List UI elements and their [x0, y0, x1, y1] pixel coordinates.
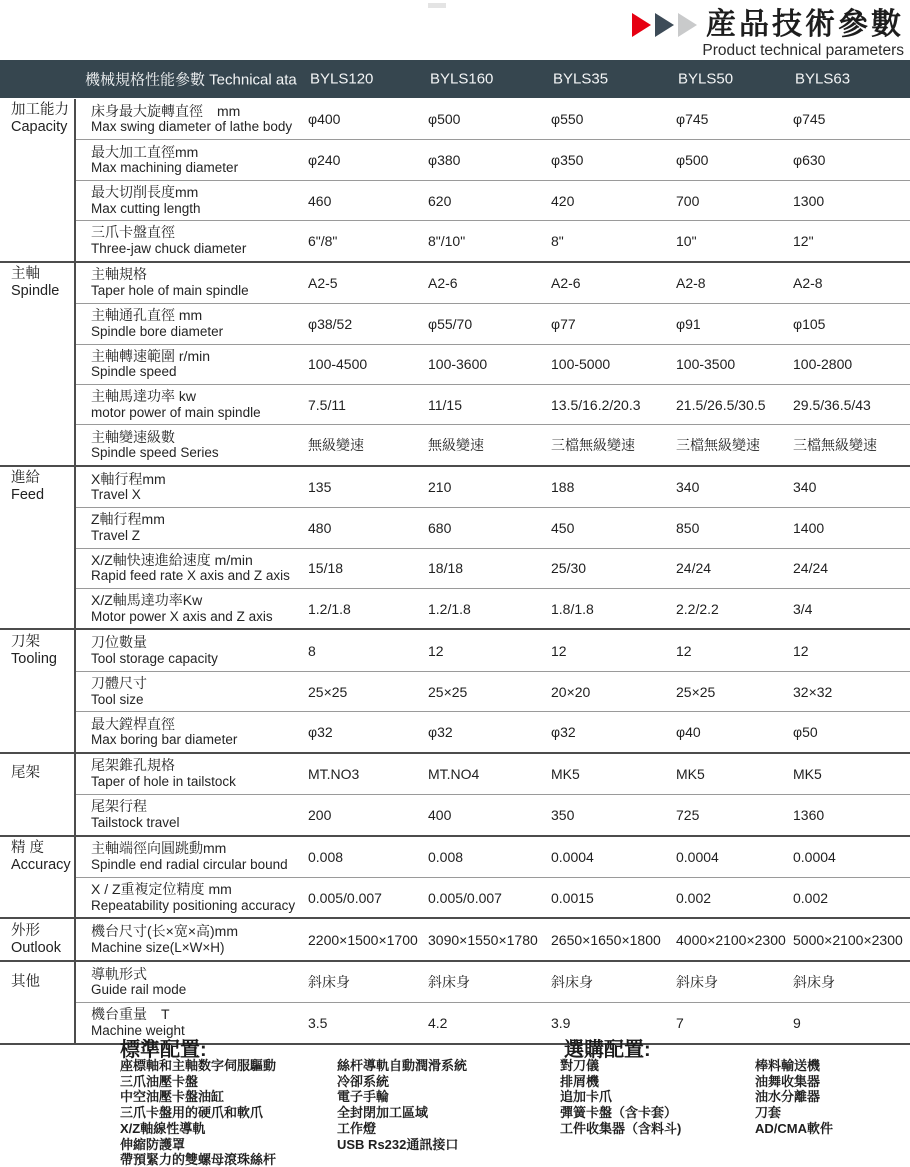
optional-config-title: 選購配置:	[564, 1039, 651, 1061]
value-cell: 7.5/11	[308, 396, 346, 413]
config-item: 排屑機	[560, 1073, 600, 1089]
value-cell: 1400	[793, 519, 825, 536]
value-cell: 725	[676, 806, 700, 823]
table-header-model-byls50: BYLS50	[678, 70, 734, 88]
value-cell: 3.5	[308, 1014, 328, 1031]
table-group	[0, 917, 910, 959]
value-cell: 18/18	[428, 560, 464, 577]
value-cell: 100-5000	[551, 356, 611, 373]
value-cell: φ91	[676, 315, 701, 332]
value-cell: φ32	[428, 724, 453, 741]
value-cell: A2-6	[551, 274, 581, 291]
value-cell: φ400	[308, 111, 341, 128]
value-cell: φ240	[308, 152, 341, 169]
value-cell: 100-2800	[793, 356, 853, 373]
param-cell: 主軸通孔直徑 mm Spindle bore diameter	[91, 307, 224, 339]
value-cell: 0.008	[428, 848, 464, 865]
value-cell: φ500	[428, 111, 461, 128]
config-item: 三爪卡盤用的硬爪和軟爪	[120, 1105, 264, 1121]
config-item: 棒料輸送機	[755, 1058, 821, 1073]
config-item: 冷卻系統	[337, 1073, 390, 1089]
param-cell: 主軸轉速範圍 r/min Spindle speed	[91, 347, 210, 380]
value-cell: φ32	[551, 724, 576, 741]
param-cell: 最大切削長度mm Max cutting length	[91, 184, 201, 216]
value-cell: 1.2/1.8	[428, 600, 471, 617]
param-cell: 最大鏜桿直徑 Max boring bar diameter	[91, 715, 238, 748]
table-group	[0, 960, 910, 1043]
config-item: 全封閉加工區域	[337, 1105, 429, 1121]
standard-config-title: 標準配置:	[120, 1039, 207, 1061]
value-cell: 12	[428, 642, 444, 659]
value-cell: φ32	[308, 724, 333, 741]
table-group	[0, 465, 910, 629]
value-cell: 25×25	[428, 683, 468, 700]
config-item: 中空油壓卡盤油缸	[120, 1089, 225, 1105]
value-cell: 11/15	[428, 396, 462, 413]
table-row	[76, 877, 910, 917]
standard-config-list-2	[337, 1058, 467, 1152]
standard-config-list-1	[120, 1058, 276, 1167]
param-cell: 主軸變速級數 Spindle speed Series	[91, 428, 219, 461]
value-cell: 0.005/0.007	[308, 889, 382, 906]
value-cell: 3090×1550×1780	[428, 931, 538, 948]
param-cell: 機台尺寸(长×宽×高)mm Machine size(L×W×H)	[91, 923, 238, 955]
value-cell: φ380	[428, 152, 461, 169]
table-group-label: 外形 Outlook	[0, 919, 76, 959]
value-cell: 100-3500	[676, 356, 736, 373]
value-cell: φ38/52	[308, 315, 353, 332]
value-cell: 21.5/26.5/30.5	[676, 396, 766, 413]
optional-config-list-1	[560, 1058, 681, 1137]
table-row	[76, 507, 910, 547]
value-cell: 620	[428, 192, 452, 209]
table-row	[76, 671, 910, 711]
table-header-model-byls160: BYLS160	[430, 70, 494, 88]
table-row	[76, 919, 910, 959]
param-cell: X/Z軸快速進給速度 m/min Rapid feed rate X axis and Z axis	[91, 551, 290, 584]
param-cell: 刀位數量 Tool storage capacity	[91, 634, 218, 666]
value-cell: 480	[308, 519, 332, 536]
table-row	[76, 220, 910, 260]
value-cell: MK5	[793, 765, 822, 782]
config-item: 油水分離器	[755, 1089, 821, 1105]
table-row	[76, 467, 910, 507]
value-cell: 450	[551, 519, 575, 536]
value-cell: 460	[308, 192, 332, 209]
value-cell: 400	[428, 806, 452, 823]
config-item: 追加卡爪	[560, 1089, 613, 1105]
value-cell: 2200×1500×1700	[308, 931, 418, 948]
param-cell: 主軸規格 Taper hole of main spindle	[91, 266, 249, 298]
table-group	[0, 835, 910, 918]
table-row	[76, 754, 910, 794]
value-cell: 29.5/36.5/43	[793, 396, 871, 413]
value-cell: φ40	[676, 724, 701, 741]
value-cell: 210	[428, 479, 452, 495]
value-cell: 斜床身	[308, 974, 350, 991]
value-cell: A2-8	[676, 274, 706, 291]
value-cell: 0.0004	[793, 848, 836, 865]
table-row	[76, 794, 910, 834]
arrow-right-dark-icon	[655, 13, 674, 37]
value-cell: 25/30	[551, 560, 587, 577]
param-cell: 主軸馬達功率 kw motor power of main spindle	[91, 388, 261, 420]
param-cell: Z軸行程mm Travel Z	[91, 511, 165, 543]
value-cell: 7	[676, 1014, 684, 1031]
value-cell: 1.8/1.8	[551, 600, 594, 617]
value-cell: 24/24	[793, 560, 829, 577]
table-group-label: 尾架	[0, 754, 76, 835]
value-cell: 3/4	[793, 600, 813, 617]
value-cell: 850	[676, 519, 700, 536]
table-group	[0, 99, 910, 261]
table-header-model-byls120: BYLS120	[310, 70, 374, 88]
title-arrows	[632, 13, 697, 37]
value-cell: 9	[793, 1014, 801, 1031]
param-cell: 導軌形式 Guide rail mode	[91, 965, 187, 998]
value-cell: 0.008	[308, 848, 344, 865]
page-title-block	[632, 9, 904, 59]
value-cell: φ77	[551, 315, 576, 332]
table-group	[0, 261, 910, 465]
config-item: 三爪油壓卡盤	[120, 1073, 199, 1089]
config-item: 油舞收集器	[755, 1073, 821, 1089]
config-item: USB Rs232通訊接口	[337, 1136, 459, 1152]
value-cell: 0.005/0.007	[428, 889, 502, 906]
value-cell: A2-5	[308, 274, 338, 291]
value-cell: 13.5/16.2/20.3	[551, 396, 641, 413]
value-cell: 200	[308, 806, 332, 823]
value-cell: 0.0004	[676, 848, 719, 865]
table-row	[76, 303, 910, 343]
param-cell: X軸行程mm Travel X	[91, 470, 166, 502]
decor-dash	[428, 3, 446, 8]
config-item: 工件收集器（含料斗)	[560, 1120, 682, 1136]
value-cell: 三檔無級變速	[551, 437, 635, 454]
param-cell: 最大加工直徑mm Max machining diameter	[91, 143, 239, 176]
value-cell: 0.002	[793, 889, 829, 906]
value-cell: 25×25	[308, 683, 348, 700]
value-cell: 340	[793, 479, 817, 495]
arrow-right-gray-icon	[678, 13, 697, 37]
value-cell: 15/18	[308, 560, 344, 577]
value-cell: 2.2/2.2	[676, 600, 719, 617]
table-group	[0, 628, 910, 751]
config-item: AD/CMA軟件	[755, 1120, 833, 1136]
table-group-label: 主軸 Spindle	[0, 263, 76, 465]
value-cell: 8"	[551, 232, 564, 249]
value-cell: 25×25	[676, 683, 716, 700]
value-cell: 1.2/1.8	[308, 600, 351, 617]
value-cell: φ55/70	[428, 315, 473, 332]
value-cell: φ550	[551, 111, 584, 128]
spec-table	[0, 99, 910, 1045]
value-cell: 10"	[676, 232, 697, 249]
config-item: 刀套	[755, 1105, 782, 1121]
value-cell: 3.9	[551, 1014, 571, 1031]
value-cell: 12	[676, 642, 692, 659]
config-item: 帶預緊力的雙螺母滾珠絲杆	[120, 1152, 277, 1167]
config-item: X/Z軸線性導軌	[120, 1120, 206, 1136]
value-cell: 24/24	[676, 560, 712, 577]
table-row	[76, 384, 910, 424]
table-group	[0, 752, 910, 835]
value-cell: MT.NO3	[308, 765, 360, 782]
value-cell: 4.2	[428, 1014, 448, 1031]
table-row	[76, 548, 910, 588]
table-row	[76, 424, 910, 464]
value-cell: 無級變速	[308, 437, 364, 454]
page-title: 産品技術參數	[706, 8, 904, 41]
value-cell: 32×32	[793, 683, 833, 700]
value-cell: MK5	[676, 765, 705, 782]
table-row	[76, 180, 910, 220]
param-cell: 床身最大旋轉直徑 mm Max swing diameter of lathe body	[91, 102, 293, 135]
value-cell: MT.NO4	[428, 765, 480, 782]
value-cell: 350	[551, 806, 575, 823]
value-cell: 1360	[793, 806, 825, 823]
value-cell: 2650×1650×1800	[551, 931, 661, 948]
table-group-label: 加工能力 Capacity	[0, 99, 76, 261]
value-cell: 340	[676, 479, 700, 495]
optional-config-list-2	[755, 1058, 833, 1137]
table-row	[76, 837, 910, 877]
value-cell: 三檔無級變速	[676, 437, 760, 454]
table-row	[76, 99, 910, 139]
value-cell: φ630	[793, 152, 826, 169]
table-row	[76, 630, 910, 670]
table-header-row	[0, 60, 910, 98]
param-cell: 尾架錐孔規格 Taper of hole in tailstock	[91, 757, 236, 789]
table-row	[76, 962, 910, 1002]
param-cell: 三爪卡盤直徑 Three-jaw chuck diameter	[91, 224, 247, 256]
value-cell: 12	[551, 642, 567, 659]
table-row	[76, 263, 910, 303]
value-cell: φ745	[676, 111, 709, 128]
value-cell: 100-4500	[308, 356, 368, 373]
value-cell: 0.002	[676, 889, 712, 906]
value-cell: 12	[793, 642, 809, 659]
value-cell: 8	[308, 642, 316, 659]
value-cell: 135	[308, 479, 332, 495]
param-cell: 尾架行程 Tailstock travel	[91, 798, 180, 830]
value-cell: 0.0015	[551, 889, 594, 906]
table-header-param-label: 機械規格性能參數 Technical ata	[85, 71, 297, 89]
table-group-label: 其他	[0, 962, 76, 1043]
value-cell: A2-6	[428, 274, 458, 291]
value-cell: 700	[676, 192, 700, 209]
config-item: 伸縮防護罩	[120, 1136, 186, 1152]
value-cell: φ105	[793, 315, 826, 332]
value-cell: 100-3600	[428, 356, 488, 373]
config-item: 對刀儀	[560, 1058, 600, 1073]
value-cell: 1300	[793, 192, 825, 209]
table-header-model-byls63: BYLS63	[795, 70, 851, 88]
value-cell: 斜床身	[793, 974, 835, 991]
table-header-model-byls35: BYLS35	[553, 70, 609, 88]
arrow-right-red-icon	[632, 13, 651, 37]
value-cell: A2-8	[793, 274, 823, 291]
param-cell: X / Z重複定位精度 mm Repeatability positioning accuracy	[91, 881, 296, 913]
config-item: 絲杆導軌自動潤滑系統	[337, 1058, 468, 1073]
value-cell: φ500	[676, 152, 709, 169]
value-cell: 6"/8"	[308, 232, 338, 249]
table-group-label: 精 度 Accuracy	[0, 837, 76, 918]
table-row	[76, 588, 910, 628]
value-cell: 8"/10"	[428, 232, 466, 249]
table-group-label: 進給 Feed	[0, 467, 76, 629]
config-item: 工作燈	[337, 1120, 377, 1136]
param-cell: 刀體尺寸 Tool size	[91, 675, 147, 707]
value-cell: 三檔無級變速	[793, 437, 877, 454]
page-subtitle: Product technical parameters	[702, 42, 904, 59]
value-cell: 20×20	[551, 683, 591, 700]
table-row	[76, 711, 910, 751]
value-cell: 680	[428, 519, 452, 536]
value-cell: 188	[551, 479, 575, 495]
value-cell: 4000×2100×2300	[676, 931, 786, 948]
value-cell: 0.0004	[551, 848, 594, 865]
value-cell: 斜床身	[551, 974, 593, 991]
value-cell: φ745	[793, 111, 826, 128]
param-cell: 主軸端徑向圓跳動mm Spindle end radial circular bound	[91, 840, 288, 872]
value-cell: 5000×2100×2300	[793, 931, 903, 948]
param-cell: X/Z軸馬達功率Kw Motor power X axis and Z axis	[91, 592, 273, 624]
table-row	[76, 344, 910, 384]
value-cell: 420	[551, 192, 575, 209]
value-cell: 12"	[793, 232, 814, 249]
config-item: 座標軸和主軸数字伺服驅動	[120, 1058, 277, 1073]
value-cell: φ350	[551, 152, 584, 169]
value-cell: φ50	[793, 724, 818, 741]
config-item: 彈簧卡盤（含卡套）	[560, 1105, 678, 1121]
value-cell: 斜床身	[428, 974, 470, 991]
table-row	[76, 139, 910, 179]
value-cell: 無級變速	[428, 437, 484, 454]
value-cell: 斜床身	[676, 974, 718, 991]
config-item: 電子手輪	[337, 1089, 390, 1105]
value-cell: MK5	[551, 765, 580, 782]
param-cell: 機台重量 T Machine weight	[91, 1006, 185, 1038]
table-group-label: 刀架 Tooling	[0, 630, 76, 751]
